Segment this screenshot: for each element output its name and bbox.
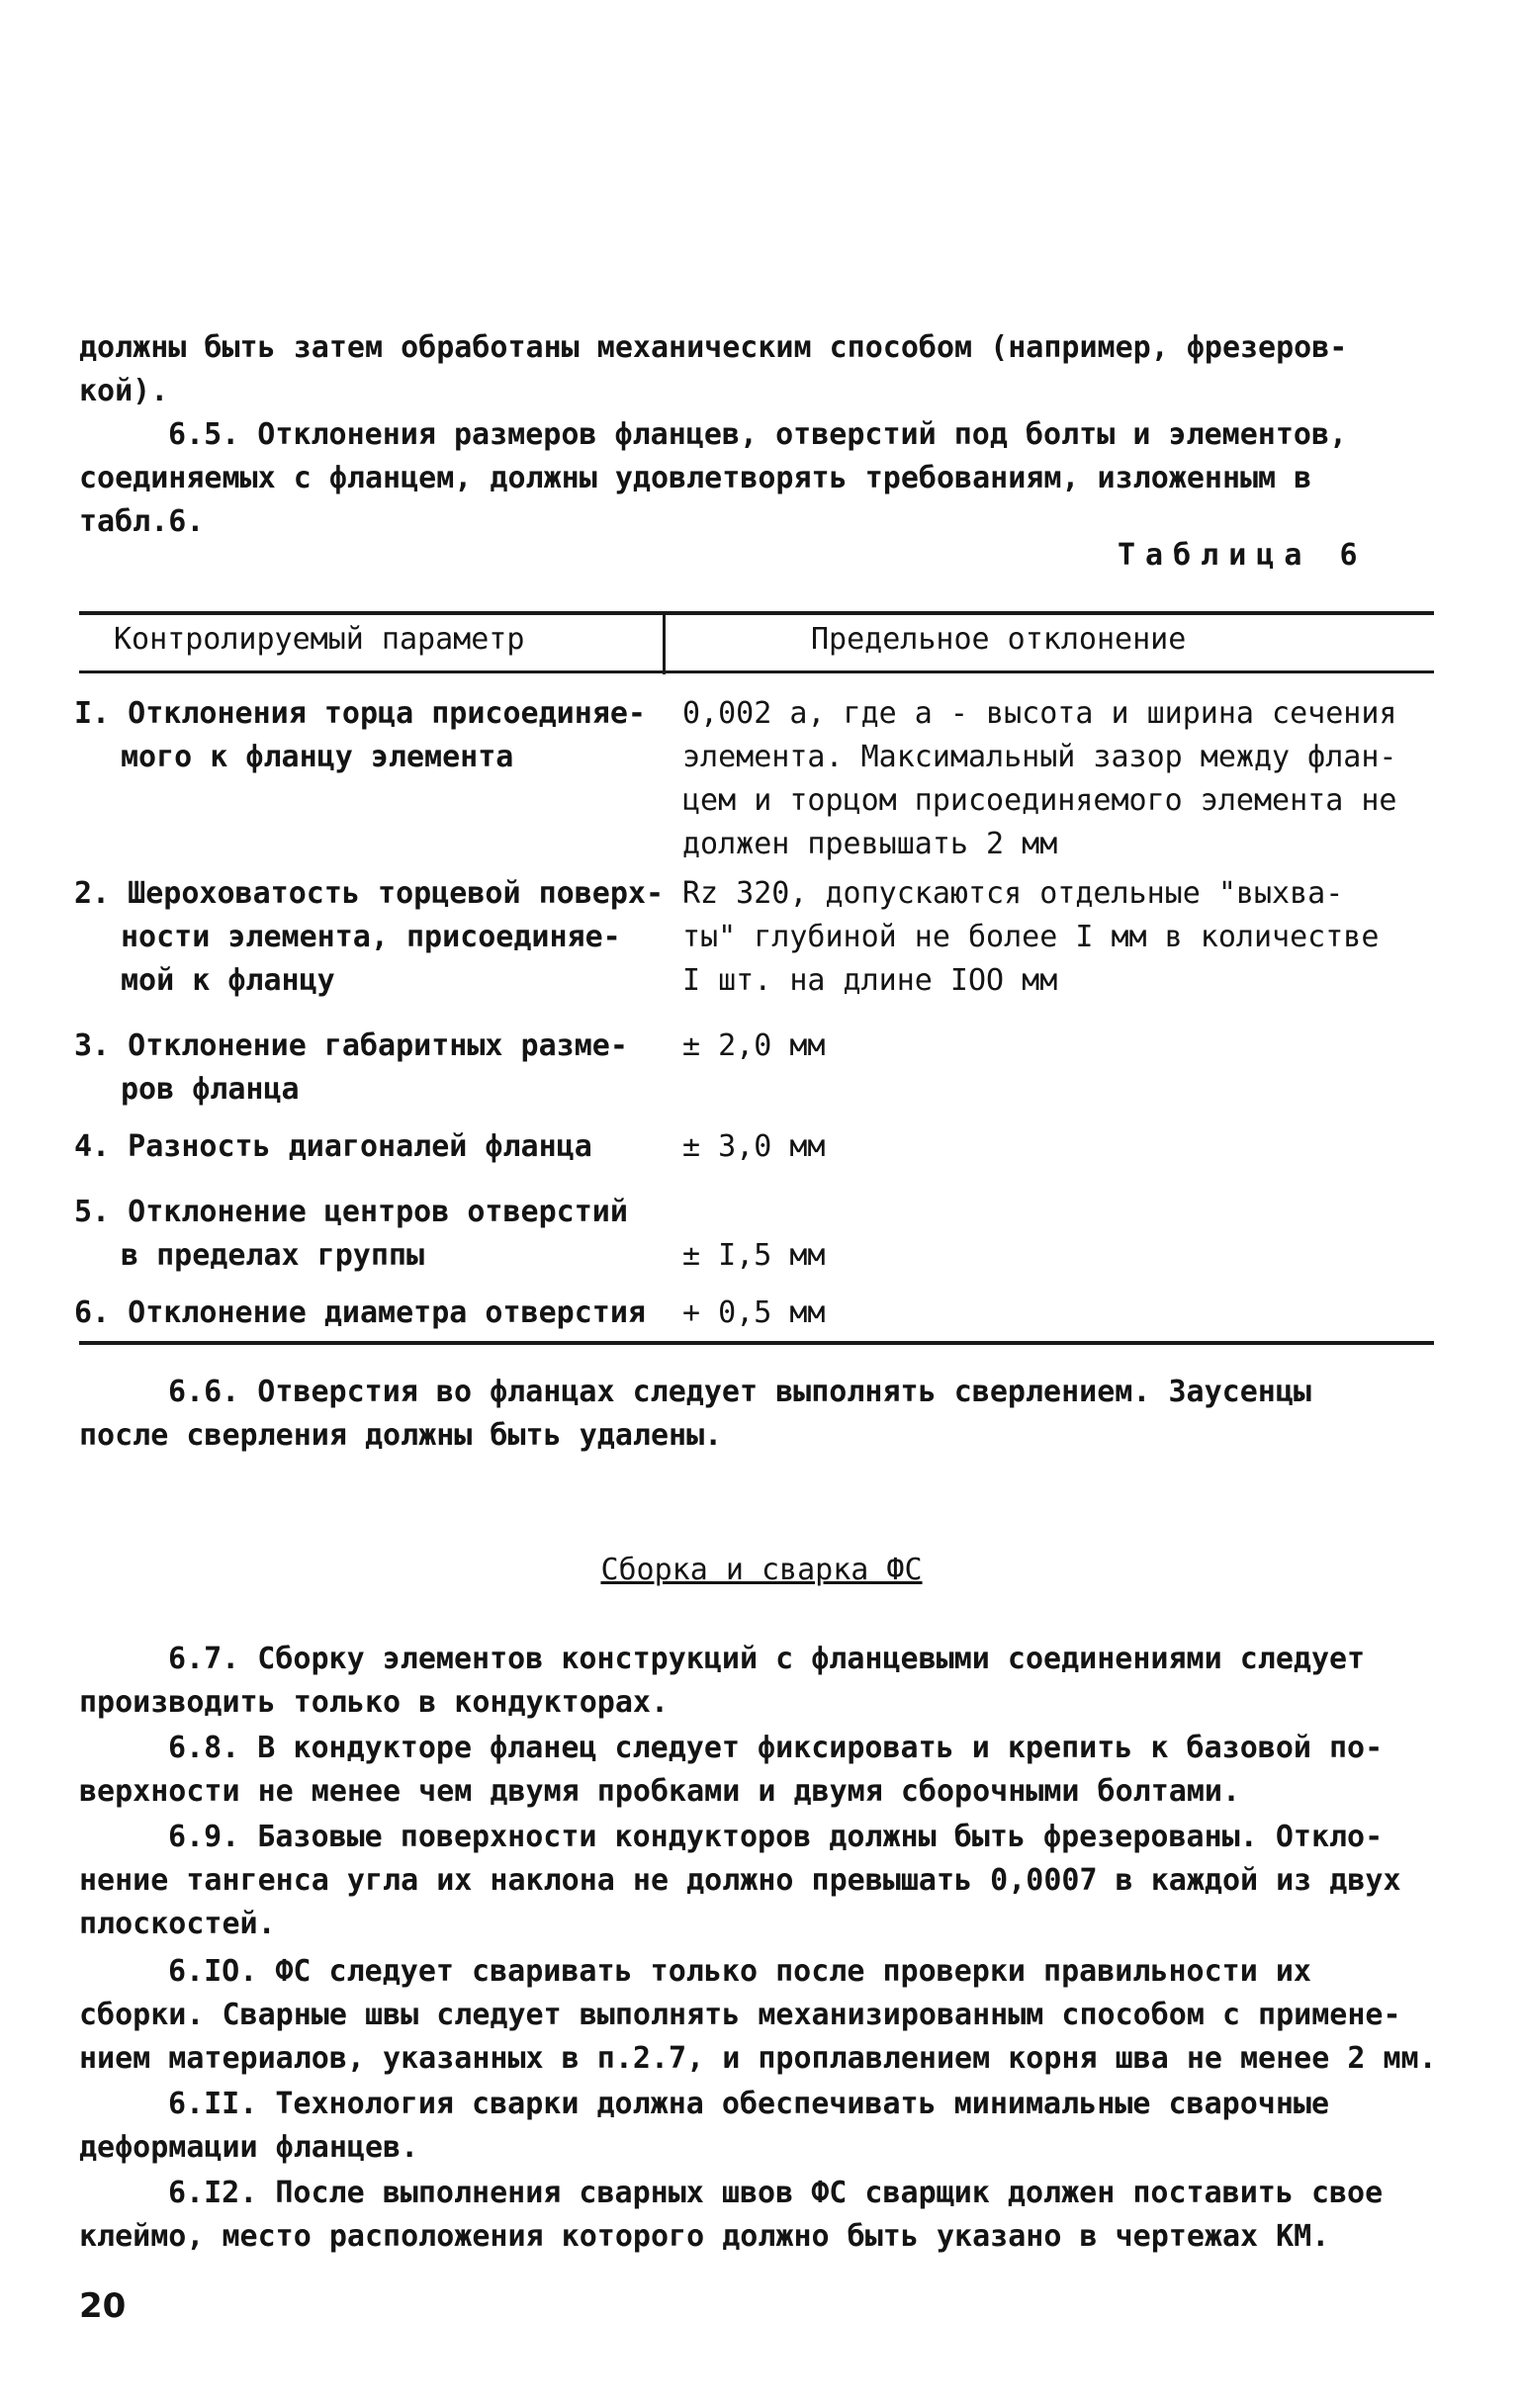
table-row-3-dev: ± 2,0 мм [682,1028,826,1063]
table-row-6-param: 6. Отклонение диаметра отверстия [74,1295,646,1330]
table-top-rule [79,611,1434,615]
table-row-2-param-line-2: ности элемента, присоединяе- [121,920,621,954]
intro-line-1: должны быть затем обработаны механическим способом (например, фрезеров- [79,330,1348,365]
paragraph-6-11-line-2: деформации фланцев. [79,2130,419,2165]
paragraph-6-9-line-3: плоскостей. [79,1907,276,1941]
table-row-2-dev-line-3: I шт. на длине IOO мм [682,963,1058,998]
paragraph-6-12-line-1: 6.I2. После выполнения сварных швов ФС сварщик должен поставить свое [168,2176,1384,2210]
paragraph-6-10-line-2: сборки. Сварные швы следует выполнять механизированным способом с примене- [79,1998,1401,2032]
table-caption: Таблица 6 [1118,538,1368,573]
column-header-deviation: Предельное отклонение [811,622,1187,657]
paragraph-6-10-line-1: 6.IO. ФС следует сваривать только после проверки правильности их [168,1954,1311,1989]
table-row-2-param-line-3: мой к фланцу [121,963,335,998]
paragraph-6-5-line-2: соединяемых с фланцем, должны удовлетворять требованиям, изложенным в [79,461,1312,495]
paragraph-6-7-line-2: производить только в кондукторах. [79,1685,670,1720]
paragraph-6-6-line-2: после сверления должны быть удалены. [79,1418,723,1453]
table-row-5-param-line-1: 5. Отклонение центров отверстий [74,1195,628,1229]
table-row-1-dev-line-4: должен превышать 2 мм [682,827,1058,861]
table-row-4-param: 4. Разность диагоналей фланца [74,1129,592,1164]
table-header-divider [663,613,666,674]
section-heading: Сборка и сварка ФС [600,1553,923,1587]
table-row-1-param-line-1: I. Отклонения торца присоединяе- [74,696,646,731]
column-header-parameter: Контролируемый параметр [114,622,525,657]
page-number: 20 [79,2286,127,2326]
paragraph-6-12-line-2: клеймо, место расположения которого должно быть указано в чертежах КМ. [79,2219,1330,2254]
paragraph-6-8-line-1: 6.8. В кондукторе фланец следует фиксировать и крепить к базовой по- [168,1731,1384,1765]
table-row-1-dev-line-3: цем и торцом присоединяемого элемента не [682,783,1397,818]
table-header-rule [79,670,1434,673]
paragraph-6-8-line-2: верхности не менее чем двумя пробками и двумя сборочными болтами. [79,1774,1240,1809]
table-row-5-dev: ± I,5 мм [682,1238,826,1273]
paragraph-6-9-line-2: нение тангенса угла их наклона не должно превышать 0,0007 в каждой из двух [79,1863,1401,1898]
table-row-3-param-line-2: ров фланца [121,1072,300,1107]
table-bottom-rule [79,1341,1434,1345]
paragraph-6-7-line-1: 6.7. Сборку элементов конструкций с фланцевыми соединениями следует [168,1642,1366,1676]
table-row-1-param-line-2: мого к фланцу элемента [121,740,514,774]
paragraph-6-5-line-1: 6.5. Отклонения размеров фланцев, отверстий под болты и элементов, [168,417,1348,452]
paragraph-6-10-line-3: нием материалов, указанных в п.2.7, и проплавлением корня шва не менее 2 мм. [79,2041,1437,2076]
table-row-6-dev: + 0,5 мм [682,1295,826,1330]
table-row-5-param-line-2: в пределах группы [121,1238,425,1273]
table-row-1-dev-line-2: элемента. Максимальный зазор между флан- [682,740,1397,774]
table-row-4-dev: ± 3,0 мм [682,1129,826,1164]
table-row-2-dev-line-1: Rz 320, допускаются отдельные "выхва- [682,876,1344,911]
paragraph-6-5-line-3: табл.6. [79,504,205,539]
table-row-3-param-line-1: 3. Отклонение габаритных разме- [74,1028,628,1063]
paragraph-6-11-line-1: 6.II. Технология сварки должна обеспечивать минимальные сварочные [168,2087,1329,2121]
table-row-1-dev-line-1: 0,002 a, где a - высота и ширина сечения [682,696,1397,731]
table-row-2-param-line-1: 2. Шероховатость торцевой поверх- [74,876,665,911]
intro-line-2: кой). [79,374,169,408]
paragraph-6-6-line-1: 6.6. Отверстия во фланцах следует выполнять сверлением. Заусенцы [168,1375,1311,1409]
paragraph-6-9-line-1: 6.9. Базовые поверхности кондукторов должны быть фрезерованы. Откло- [168,1820,1384,1854]
table-row-2-dev-line-2: ты" глубиной не более I мм в количестве [682,920,1380,954]
